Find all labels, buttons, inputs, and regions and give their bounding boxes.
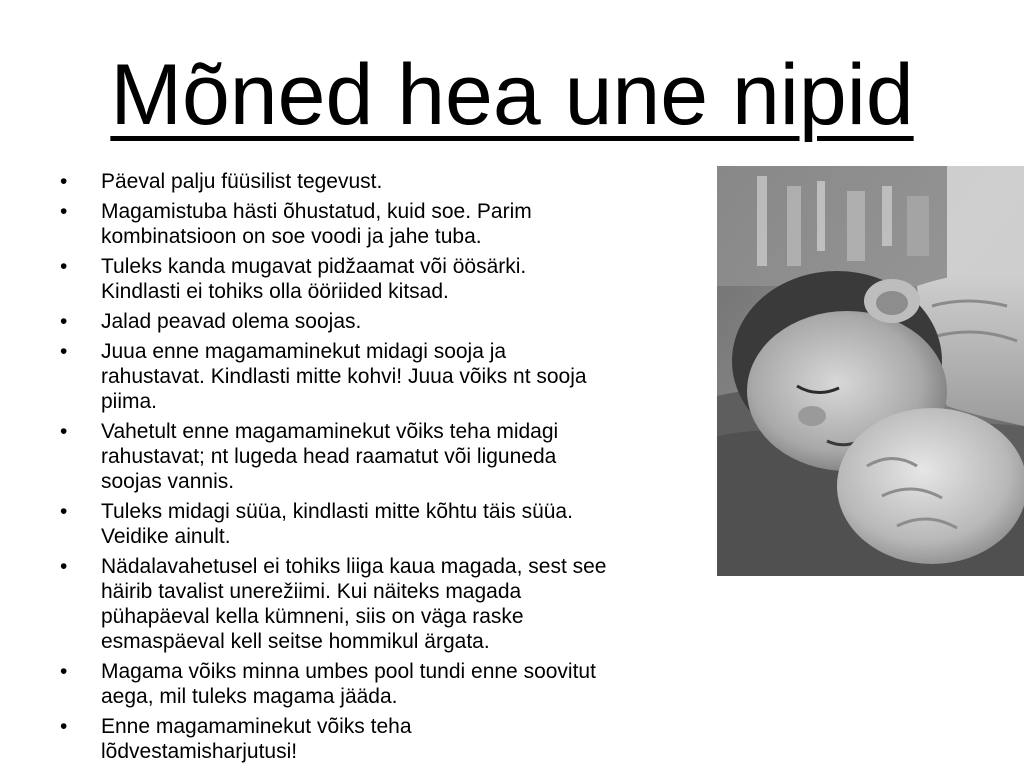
bullet-list <box>60 169 740 768</box>
bullet-marker: • <box>60 170 68 193</box>
bullet-text-line: häirib tavalist unerežiimi. Kui näiteks magada <box>101 580 522 603</box>
bullet-text-line: Magamistuba hästi õhustatud, kuid soe. Parim <box>101 200 532 223</box>
bullet-text-line: soojas vannis. <box>101 470 235 493</box>
bullet-text-line: Veidike ainult. <box>101 525 231 548</box>
bullet-text-line: aega, mil tuleks magama jääda. <box>101 685 398 708</box>
bullet-text-line: lõdvestamisharjutusi! <box>101 740 298 763</box>
bullet-text-line: Nädalavahetusel ei tohiks liiga kaua magada, sest see <box>101 555 607 578</box>
bullet-text-line: Enne magamaminekut võiks teha <box>101 715 412 738</box>
bullet-text-line: Tuleks midagi süüa, kindlasti mitte kõhtu täis süüa. <box>101 500 573 523</box>
bullet-item <box>60 199 740 249</box>
bullet-item <box>60 554 740 654</box>
bullet-text-line: esmaspäeval kell seitse hommikul ärgata. <box>101 630 490 653</box>
bullet-item <box>60 714 740 764</box>
bullet-text-line: Vahetult enne magamaminekut võiks teha midagi <box>101 420 559 443</box>
bullet-text-line: Magama võiks minna umbes pool tundi enne soovitut <box>101 660 596 683</box>
bullet-item <box>60 339 740 414</box>
slide-title <box>0 40 1024 150</box>
bullet-item <box>60 309 740 334</box>
bullet-text-line: Juua enne magamaminekut midagi sooja ja <box>101 340 507 363</box>
bullet-marker: • <box>60 255 68 278</box>
bullet-text-line: Päeval palju füüsilist tegevust. <box>101 170 383 193</box>
bullet-text-line: Jalad peavad olema soojas. <box>101 310 362 333</box>
bullet-marker: • <box>60 660 68 683</box>
bullet-marker: • <box>60 200 68 223</box>
bullet-item <box>60 169 740 194</box>
bullet-item <box>60 419 740 494</box>
bullet-marker: • <box>60 420 68 443</box>
bullet-marker: • <box>60 715 68 738</box>
bullet-marker: • <box>60 340 68 363</box>
bullet-item <box>60 499 740 549</box>
sleeping-baby-illustration <box>717 166 1024 576</box>
bullet-marker: • <box>60 555 68 578</box>
bullet-text-line: Tuleks kanda mugavat pidžaamat või öösärki. <box>101 255 527 278</box>
sleeping-baby-photo <box>717 166 1024 576</box>
bullet-item <box>60 659 740 709</box>
bullet-text-line: piima. <box>101 390 158 413</box>
bullet-text-line: rahustavat; nt lugeda head raamatut või liguneda <box>101 445 557 468</box>
slide-title-text: Mõned hea une nipid <box>110 47 914 143</box>
bullet-marker: • <box>60 500 68 523</box>
bullet-text-line: Kindlasti ei tohiks olla ööriided kitsad. <box>101 280 449 303</box>
bullet-text-line: rahustavat. Kindlasti mitte kohvi! Juua võiks nt sooja <box>101 365 587 388</box>
bullet-text-line: kombinatsioon on soe voodi ja jahe tuba. <box>101 225 482 248</box>
bullet-item <box>60 254 740 304</box>
bullet-text-line: pühapäeval kella kümneni, siis on väga raske <box>101 605 524 628</box>
bullet-marker: • <box>60 310 68 333</box>
